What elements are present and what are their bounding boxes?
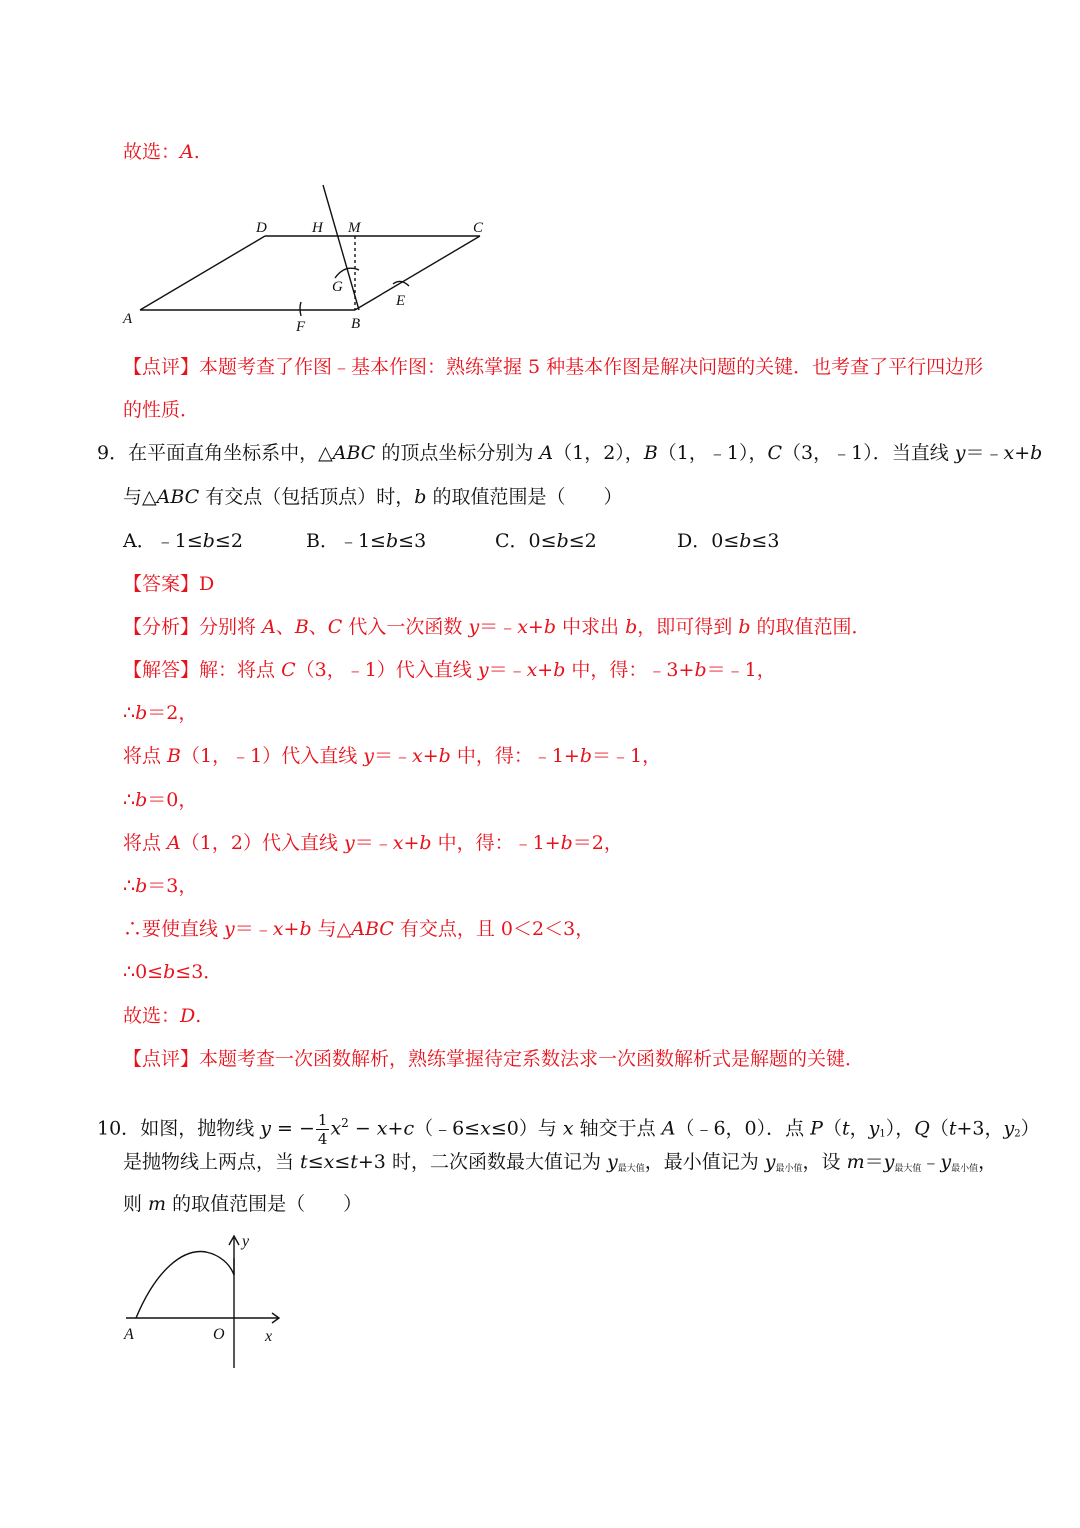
q10-text: ≤0）与 [490,1117,563,1140]
q9-answer [123,572,214,596]
analysis-text: ＝﹣ [479,616,518,638]
solution-var: y [363,745,374,767]
q9-point-B: B [643,442,658,464]
solution-text: ＝﹣ [488,659,527,681]
q9-text: 的顶点坐标分别为 [375,442,540,464]
solution-text: 将点 [123,832,168,854]
solution-var: b [299,918,312,940]
q9-solution-step-3 [123,831,623,855]
solution-text: ∴ [123,702,136,724]
q9-var: y [954,442,966,464]
parabola-figure [118,1228,293,1373]
q9-text: ＝﹣ [965,442,1004,464]
q9-var: x [1003,442,1015,464]
q9-text: 在平面直角坐标系中，△ [128,442,333,464]
option-var: b [556,530,569,552]
q9-solution-conclusion [123,917,594,941]
answer-value: D [199,573,215,595]
solution-text: + [283,918,300,940]
q10-text: ，设 [802,1151,847,1173]
q10-var: t [948,1117,957,1140]
solution-text: ∴要使直线 [123,918,225,940]
option-text: ﹣1≤ [338,530,386,552]
q9-option-c [495,529,597,553]
segment-CB [355,236,480,310]
q9-option-a [123,529,243,553]
fraction [316,1111,330,1148]
solution-text: + [422,745,439,767]
solution-tag: 【解答】 [123,659,200,681]
option-text: ﹣1≤ [155,530,203,552]
q10-text: 则 [123,1193,149,1215]
solution-var: x [392,832,404,854]
q10-var: c [403,1117,415,1140]
q10-var: m [148,1193,167,1215]
solution-var: y [224,918,235,940]
q9-solution-range [123,960,222,984]
prev-answer-letter: A [180,141,194,163]
analysis-text: ，即可得到 [637,616,739,638]
solution-text: 故选： [123,1005,181,1027]
review-text: 本题考查一次函数解析，熟练掌握待定系数法求一次函数解析式是解题的关键． [199,1048,865,1070]
q10-line-1 [97,1103,1040,1154]
q9-text: 与△ [123,486,157,508]
q10-text: +3， [956,1117,1004,1140]
option-text: ≤3 [751,530,780,552]
analysis-text: 代入一次函数 [342,616,469,638]
solution-var: x [411,745,423,767]
review-line-1 [123,355,983,379]
q9-number: 9． [97,442,129,464]
solution-text: 中，得：﹣1+ [450,745,580,767]
q10-text: ， [849,1117,869,1140]
q10-text: + [387,1117,404,1140]
q10-var: x [376,1117,388,1140]
q10-var: y [940,1151,952,1173]
q10-var: y [764,1151,776,1173]
label-A: A [124,1326,134,1343]
q9-text: （1，﹣1）， [657,442,768,464]
solution-text: 中，得：﹣3+ [565,659,695,681]
q10-var: y [868,1117,880,1140]
label-x: x [265,1328,273,1345]
solution-text: 将点 [123,745,168,767]
q10-text: （ [822,1117,842,1140]
q10-text: （﹣6，0）．点 [675,1117,811,1140]
parallelogram-figure [115,180,505,340]
option-text: ≤3 [398,530,427,552]
q10-var: P [810,1117,823,1140]
q9-solution-step-2 [123,744,661,768]
subscript-min: 最小值 [775,1164,803,1174]
q10-text: − [348,1117,377,1140]
subscript-max: 最大值 [617,1164,645,1174]
q9-triangle: ABC [156,486,200,508]
analysis-var: A [262,616,276,638]
option-var: b [202,530,215,552]
option-label: A． [123,530,156,552]
arc-F [300,302,301,316]
q10-var: Q [914,1117,930,1140]
solution-var: b [163,961,176,983]
q10-text: = − [270,1117,315,1140]
q10-var: x [323,1151,335,1173]
q10-var: x [480,1117,491,1140]
solution-text: ≤3． [175,961,223,983]
q10-var: y [260,1117,271,1140]
parabola-curve [136,1252,234,1318]
label-E: E [396,293,406,309]
q9-solution-result-2 [123,788,197,812]
q9-option-d [677,529,779,553]
q10-line-3 [123,1192,362,1216]
q10-var: y [606,1151,618,1173]
review-tag: 【点评】 [123,1048,200,1070]
q10-text: （ [929,1117,949,1140]
solution-var: b [135,702,148,724]
q10-number: 10． [97,1117,141,1140]
q10-line-2 [123,1150,997,1181]
analysis-var: b [543,616,556,638]
prev-answer-text: 故选： [123,141,181,163]
solution-var: b [560,832,573,854]
q10-var: A [661,1117,676,1140]
solution-text: （1，2）代入直线 [180,832,344,854]
q10-text: ， [978,1151,998,1173]
solution-text: ∴ [123,875,136,897]
analysis-text: 、 [308,616,328,638]
analysis-text: 、 [275,616,295,638]
review-text-cont: 的性质． [123,399,200,421]
q10-text: ﹣ [921,1151,941,1173]
analysis-var: b [625,616,638,638]
solution-text: + [403,832,420,854]
analysis-text: + [527,616,544,638]
review-line-2 [123,398,199,422]
solution-text: + [537,659,554,681]
option-text: ≤2 [214,530,243,552]
solution-text: ＝3， [147,875,198,897]
q10-var: t [350,1151,358,1173]
label-H: H [312,220,323,236]
q10-text: 轴交于点 [573,1117,662,1140]
solution-var: y [344,832,355,854]
solution-text: ＝2， [147,702,198,724]
solution-text: （3，﹣1）代入直线 [295,659,478,681]
subscript-min: 最小值 [951,1164,979,1174]
prev-answer-line [123,140,200,164]
solution-var: ABC [351,918,394,940]
q9-text: 的取值范围是（ ） [426,486,623,508]
analysis-text: 的取值范围． [750,616,871,638]
solution-text: ＝﹣1， [706,659,776,681]
q9-solution-choose [123,1004,201,1028]
q10-text: 如图，抛物线 [140,1117,261,1140]
q10-text: 的取值范围是（ ） [166,1193,363,1215]
label-G: G [332,279,343,295]
label-M: M [348,220,361,236]
solution-var: B [167,745,182,767]
analysis-tag: 【分析】 [123,616,200,638]
solution-text: 解：将点 [199,659,282,681]
label-D: D [256,220,267,236]
fraction-numerator: 1 [317,1110,328,1129]
analysis-var: y [468,616,480,638]
segment-AD [140,236,265,310]
label-A: A [123,311,133,327]
review-tag: 【点评】 [123,356,200,378]
subscript-max: 最大值 [894,1164,922,1174]
solution-text: ＝﹣ [354,832,393,854]
q9-triangle: ABC [332,442,376,464]
q9-solution-step-1 [123,658,776,682]
q9-review [123,1047,864,1071]
analysis-var: b [738,616,751,638]
q10-text: ）， [885,1117,915,1140]
q10-text: ≤ [307,1151,324,1173]
q10-var: y [883,1151,895,1173]
solution-var: x [526,659,538,681]
label-F: F [296,319,306,335]
answer-tag: 【答案】 [123,573,200,595]
solution-text: ＝﹣ [373,745,412,767]
q10-var: x [330,1117,342,1140]
analysis-var: C [327,616,343,638]
q10-var: y [1003,1117,1015,1140]
q9-solution-result-1 [123,701,197,725]
subscript: 1 [879,1128,886,1140]
subscript: 2 [1014,1128,1021,1140]
analysis-var: x [517,616,528,638]
analysis-text: 中求出 [556,616,626,638]
analysis-text: 分别将 [199,616,263,638]
solution-text: 与△ [311,918,352,940]
option-label: D． [677,530,712,552]
label-y: y [242,1233,250,1250]
solution-text: （1，﹣1）代入直线 [181,745,364,767]
q9-analysis [123,615,871,639]
q10-var: m [846,1151,865,1173]
solution-var: y [477,659,489,681]
q9-line-2 [123,485,622,509]
solution-var: b [694,659,707,681]
solution-text: 中，得：﹣1+ [431,832,561,854]
option-label: C． [495,530,529,552]
q9-text: （1，2）， [553,442,644,464]
prev-answer-end: . [193,141,200,163]
q10-text: （﹣6≤ [414,1117,481,1140]
label-C: C [473,220,484,236]
option-var: b [385,530,399,552]
solution-var: b [553,659,566,681]
q10-text: ） [1020,1117,1040,1140]
solution-text: . [195,1005,202,1027]
q10-text: ，最小值记为 [644,1151,765,1173]
solution-letter: D [180,1005,196,1027]
solution-var: b [135,789,148,811]
solution-var: x [272,918,284,940]
solution-var: A [167,832,181,854]
q10-var: x [562,1117,574,1140]
solution-text: ∴ [123,789,136,811]
solution-text: ∴0≤ [123,961,164,983]
q9-point-C: C [767,442,783,464]
q10-text: ＝ [864,1151,884,1173]
solution-text: ＝﹣1， [592,745,662,767]
solution-var: b [579,745,593,767]
q9-point-A: A [539,442,554,464]
q9-text: 有交点（包括顶点）时， [199,486,415,508]
solution-var: b [419,832,432,854]
q9-line-1 [97,441,1042,465]
fraction-denominator: 4 [317,1129,328,1148]
label-O: O [213,1326,225,1343]
option-var: b [739,530,752,552]
solution-var: C [281,659,296,681]
exponent: 2 [341,1116,349,1130]
solution-var: b [135,875,148,897]
label-B: B [351,316,361,332]
solution-text: 有交点，且 0＜2＜3， [393,918,595,940]
q10-var: t [300,1151,308,1173]
q10-text: +3 时，二次函数最大值记为 [357,1151,607,1173]
q9-text: （3，﹣1）．当直线 [782,442,955,464]
q9-var: b [414,486,427,508]
option-text: ≤2 [568,530,597,552]
solution-text: ＝﹣ [234,918,273,940]
option-text: 0≤ [528,530,557,552]
q10-text: 是抛物线上两点，当 [123,1151,301,1173]
q10-text: ≤ [334,1151,351,1173]
solution-text: ＝2， [572,832,623,854]
q9-text: + [1014,442,1031,464]
q9-var: b [1030,442,1043,464]
q9-option-b [306,529,426,553]
q9-solution-result-3 [123,874,197,898]
solution-text: ＝0， [147,789,198,811]
option-label: B． [306,530,339,552]
review-text: 本题考查了作图﹣基本作图：熟练掌握 5 种基本作图是解决问题的关键．也考查了平行四边形 [199,356,984,378]
solution-var: b [438,745,451,767]
option-text: 0≤ [711,530,740,552]
q10-var: t [841,1117,850,1140]
analysis-var: B [294,616,309,638]
